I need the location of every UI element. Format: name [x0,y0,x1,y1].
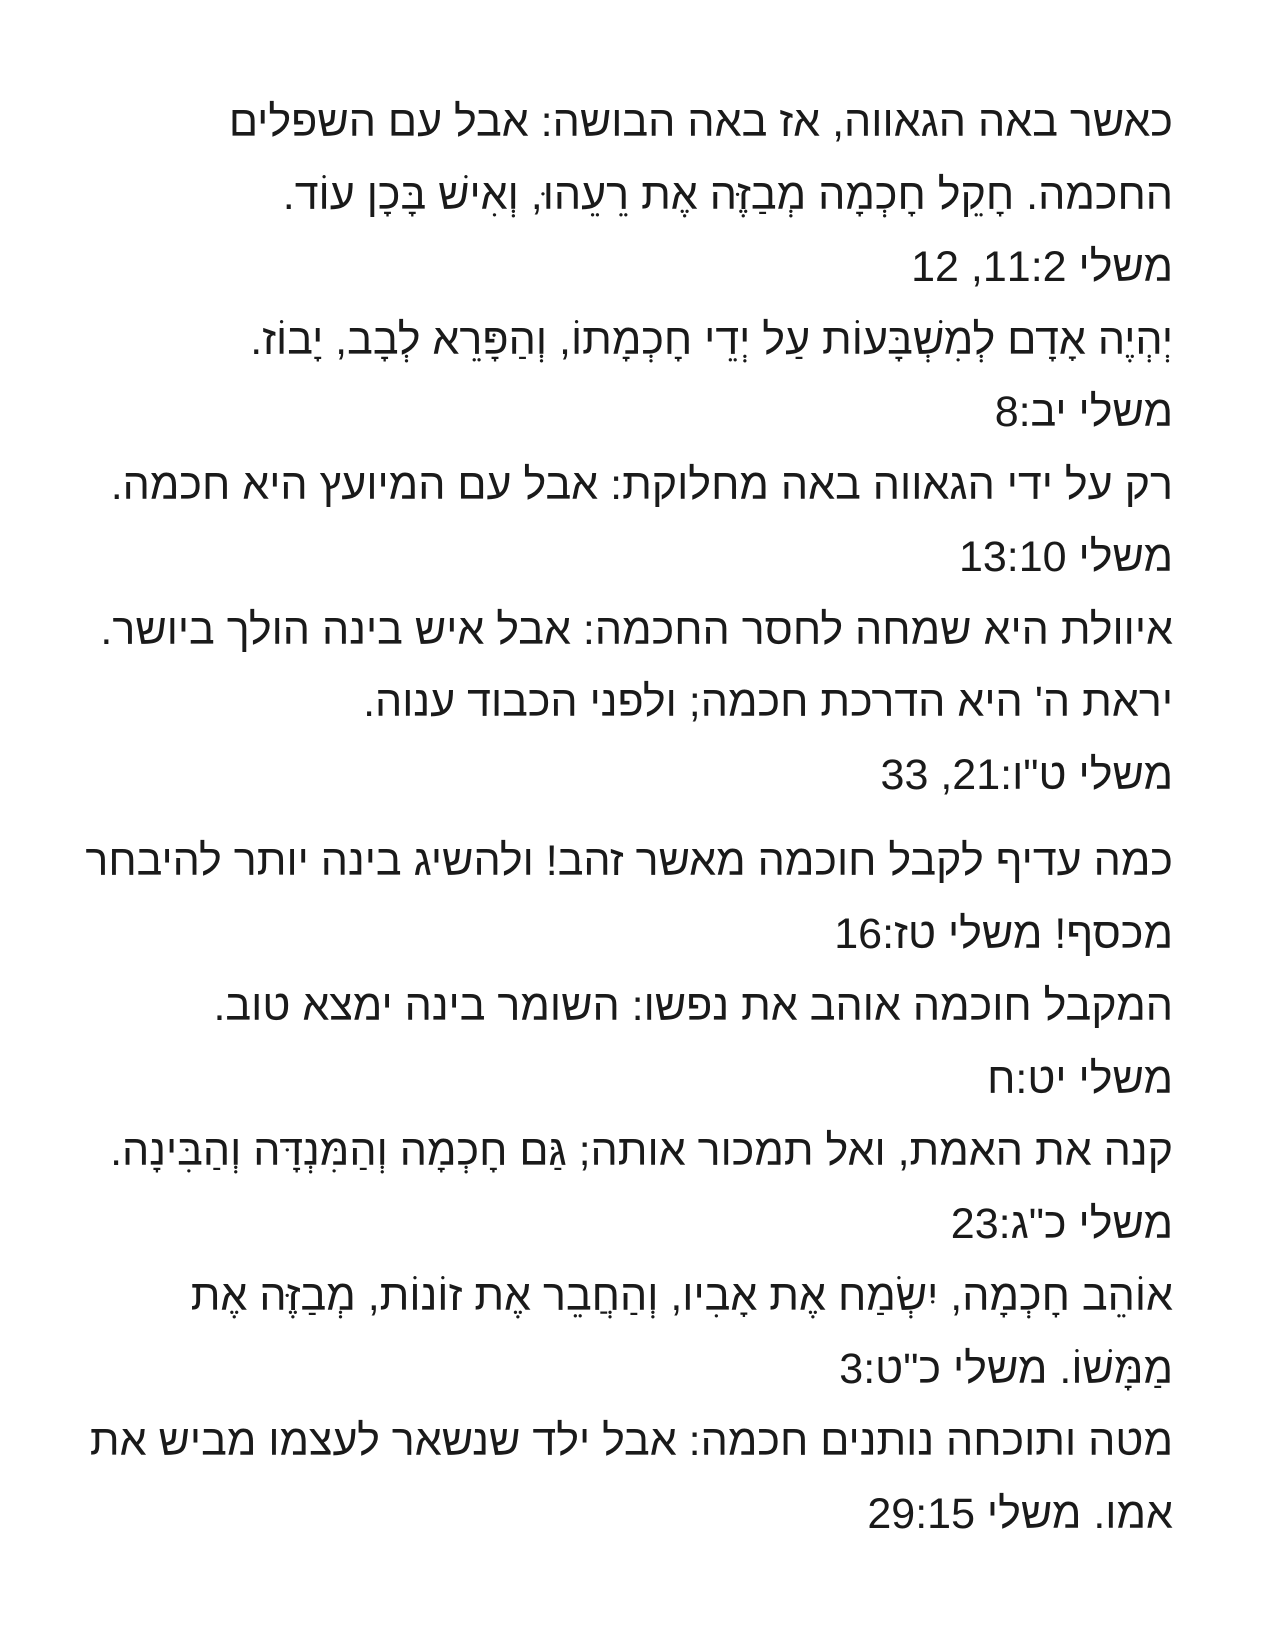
passage-reference: משלי יב:8 [994,388,1173,436]
passage-line: מטה ותוכחה נותנים חכמה: אבל ילד שנשאר לעצמו מביש את [89,1417,1173,1465]
passage-line: קנה את האמת, ואל תמכור אותה; גַּם חָכְמָה וְהַמִּנְדָּה וְהַבִּינָה. [110,1127,1173,1175]
passage-reference: משלי יט:ח [987,1054,1173,1103]
passage-line: אוֹהֵב חָכְמָה, יִשְׂמַח אֶת אָבִיו, וְהַחֲבֵר אֶת זוֹנוֹת, מְבַזֶּה אֶת [190,1272,1173,1320]
proverbs-text-block [53,86,1173,1550]
passage-line: מכסף! משלי טז:16 [834,909,1173,958]
passage-line: אמו. משלי 29:15 [867,1489,1173,1538]
passage-line: כאשר באה הגאווה, אז באה הבושה: אבל עם השפלים [228,98,1173,146]
passage-line: איוולת היא שמחה לחסר החכמה: אבל איש בינה הולך ביושר. [100,605,1173,654]
paragraph-gap [53,811,1173,825]
passage-line: יְהְיֶה אָדָם לְמִשְׁבָּעוֹת עַל יְדֵי חָכְמָתוֹ, וְהַפָּרֵא לְבָב, יָבוֹז. [250,315,1173,364]
passage-line: יראת ה' היא הדרכת חכמה; ולפני הכבוד ענוה. [363,678,1173,726]
passage-line: מַמָּשׁוֹ. משלי כ"ט:3 [839,1344,1173,1393]
passage-reference: משלי 13:10 [958,533,1173,581]
passage-line: החכמה. חָקֵל חָכְמָה מְבַזֶּה אֶת רֵעֵהוּ, וְאִישׁ בָּכָן עוֹד. [282,170,1173,219]
passage-line: המקבל חוכמה אוהב את נפשו: השומר בינה ימצא טוב. [213,982,1173,1030]
passage-line: רק על ידי הגאווה באה מחלוקת: אבל עם המיועץ היא חכמה. [110,460,1173,509]
passage-reference: משלי כ"ג:23 [950,1199,1173,1248]
passage-line: כמה עדיף לקבל חוכמה מאשר זהב! ולהשיג בינה יותר להיבחר [85,837,1173,885]
passage-reference: משלי 11:2, 12 [911,243,1173,291]
passage-reference: משלי ט"ו:21, 33 [880,750,1173,799]
